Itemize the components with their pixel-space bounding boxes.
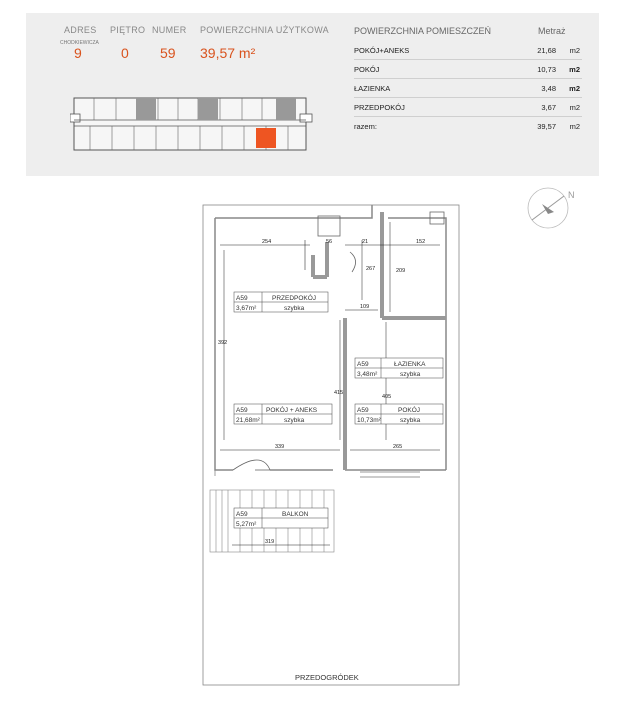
svg-text:szybka: szybka: [400, 417, 421, 424]
svg-text:3,48m²: 3,48m²: [357, 371, 378, 378]
svg-text:3,67m²: 3,67m²: [236, 305, 257, 312]
room-label-balkon: [234, 508, 328, 528]
rooms-table-title: POWIERZCHNIA POMIESZCZEŃ: [354, 26, 492, 36]
rooms-table-row: POKÓJ+ANEKS 21,68 m2: [354, 41, 582, 60]
rooms-table-total-row: razem: 39,57 m2: [354, 122, 580, 131]
svg-text:A59: A59: [236, 511, 248, 518]
dim-label: 267: [366, 266, 376, 272]
dim-label: 21: [362, 239, 369, 245]
adres-label: ADRES: [64, 25, 97, 35]
rooms-table-col-label: Metraż: [538, 26, 566, 36]
svg-text:A59: A59: [357, 361, 369, 368]
compass-label: N: [568, 190, 575, 200]
dim-label: 254: [262, 239, 272, 245]
rooms-table-row: ŁAZIENKA 3,48 m2: [354, 79, 582, 98]
svg-text:POKÓJ + ANEKS: POKÓJ + ANEKS: [266, 407, 318, 414]
room-label-lazienka: [355, 358, 443, 378]
svg-text:5,27m²: 5,27m²: [236, 521, 257, 528]
powierzchnia-value: 39,57 m²: [200, 45, 256, 61]
dim-label: 415: [334, 390, 344, 396]
room-label-przedpokoj: [234, 292, 328, 312]
dim-label: 392: [218, 340, 228, 346]
dim-label: 152: [416, 239, 426, 245]
powierzchnia-label: POWIERZCHNIA UŻYTKOWA: [200, 25, 329, 35]
room-label-pokoj: [355, 404, 443, 424]
room-label-pokoj-aneks: [234, 404, 332, 424]
svg-text:szybka: szybka: [284, 417, 305, 424]
numer-label: NUMER: [152, 25, 187, 35]
pietro-value: 0: [121, 45, 129, 61]
svg-text:ŁAZIENKA: ŁAZIENKA: [394, 361, 426, 368]
dim-label: 405: [382, 394, 392, 400]
svg-text:POKÓJ: POKÓJ: [398, 407, 421, 414]
svg-text:10,73m²: 10,73m²: [357, 417, 381, 424]
adres-street: CHODKIEWICZA: [60, 40, 99, 46]
garden-label: PRZEDOGRÓDEK: [295, 673, 359, 682]
svg-text:A59: A59: [236, 295, 248, 302]
dim-label: 56: [326, 239, 333, 245]
rooms-table-row: POKÓJ 10,73 m2: [354, 60, 582, 79]
svg-text:PRZEDPOKÓJ: PRZEDPOKÓJ: [272, 295, 317, 302]
dim-label: 339: [275, 444, 285, 450]
svg-text:szybka: szybka: [400, 371, 421, 378]
svg-text:21,68m²: 21,68m²: [236, 417, 260, 424]
adres-value: 9: [74, 45, 82, 61]
compass-icon: [528, 188, 575, 228]
svg-text:BALKON: BALKON: [282, 511, 309, 518]
rooms-table-row: PRZEDPOKÓJ 3,67 m2: [354, 98, 582, 117]
numer-value: 59: [160, 45, 176, 61]
svg-text:A59: A59: [236, 407, 248, 414]
dim-label: 209: [396, 268, 406, 274]
pietro-label: PIĘTRO: [110, 25, 146, 35]
dim-label: 109: [360, 304, 370, 310]
svg-text:szybka: szybka: [284, 305, 305, 312]
dim-label: 319: [265, 539, 275, 545]
dim-label: 265: [393, 444, 403, 450]
svg-text:A59: A59: [357, 407, 369, 414]
